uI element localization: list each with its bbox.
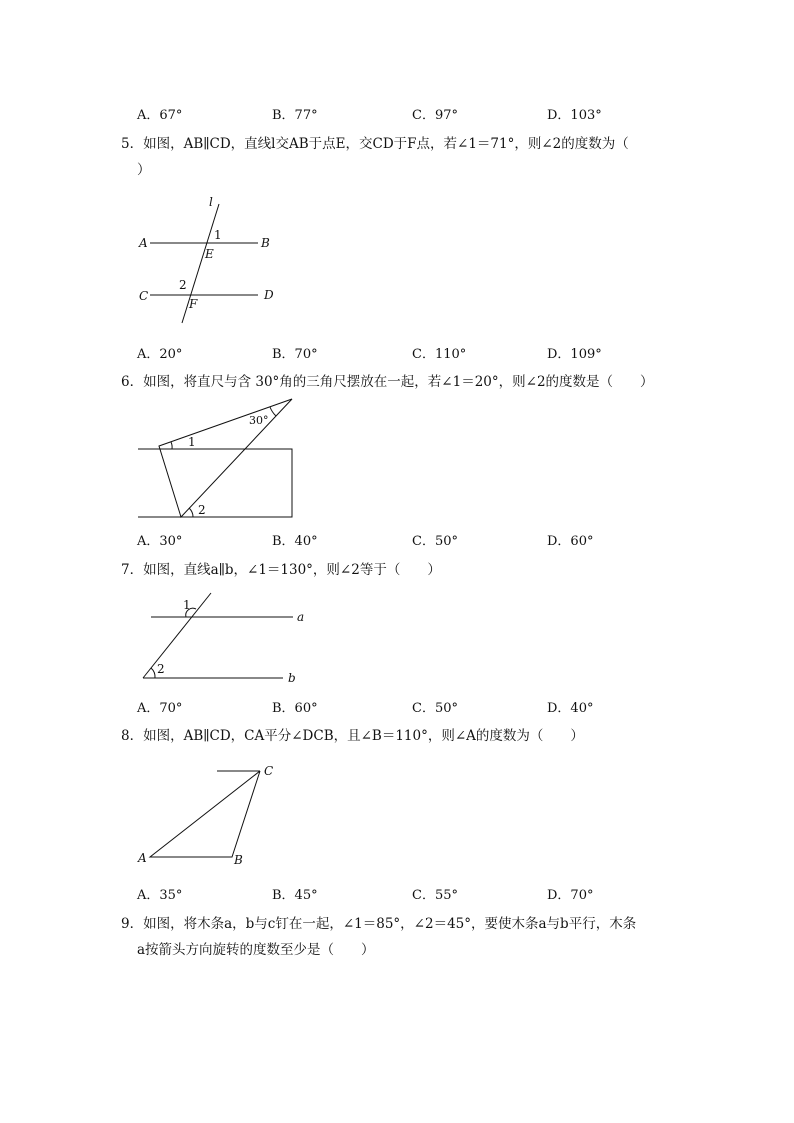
q5-label-e: E xyxy=(205,247,214,261)
q6-label-2: 2 xyxy=(198,503,206,517)
q6-option-a: A．30° xyxy=(137,534,183,549)
q4-option-a: A．67° xyxy=(137,108,183,123)
q7-option-c: C．50° xyxy=(412,701,458,716)
q5-option-a: A．20° xyxy=(137,347,183,362)
q6-option-d: D．60° xyxy=(547,534,594,549)
q8-options xyxy=(0,884,794,904)
q4-option-b: B．77° xyxy=(272,108,318,123)
q9-text-line1: 9．如图，将木条a，b与c钉在一起，∠1＝85°，∠2＝45°，要使木条a与b平行，木条 xyxy=(121,916,637,932)
q7-text: 7．如图，直线a∥b，∠1＝130°，则∠2等于（ ） xyxy=(121,562,441,578)
q5-label-b: B xyxy=(261,236,270,250)
q5-label-d: D xyxy=(264,288,274,302)
q5-option-d: D．109° xyxy=(547,347,602,362)
q9-text-line2: a按箭头方向旋转的度数至少是（ ） xyxy=(137,942,375,958)
q4-option-d: D．103° xyxy=(547,108,602,123)
q7-label-1: 1 xyxy=(183,598,191,612)
q7-option-b: B．60° xyxy=(272,701,318,716)
q5-text-line2: ） xyxy=(137,162,151,178)
q5-label-f: F xyxy=(189,297,198,311)
q8-option-c: C．55° xyxy=(412,888,458,903)
q6-label-30: 30° xyxy=(249,414,269,427)
q4-option-c: C．97° xyxy=(412,108,458,123)
q6-option-c: C．50° xyxy=(412,534,458,549)
q5-label-c: C xyxy=(139,289,149,303)
q5-label-a: A xyxy=(139,236,148,250)
q5-label-l: l xyxy=(209,195,213,209)
q5-option-b: B．70° xyxy=(272,347,318,362)
q8-option-a: A．35° xyxy=(137,888,183,903)
q5-label-1: 1 xyxy=(214,228,222,242)
q8-option-b: B．45° xyxy=(272,888,318,903)
q7-label-a: a xyxy=(297,610,305,624)
q5-option-c: C．110° xyxy=(412,347,467,362)
q6-text: 6．如图，将直尺与含 30°角的三角尺摆放在一起，若∠1＝20°，则∠2的度数是（ ） xyxy=(121,374,654,390)
q5-label-2: 2 xyxy=(179,278,187,292)
q8-label-b: B xyxy=(234,853,243,867)
q8-line-cab xyxy=(150,771,260,857)
q9-question xyxy=(121,911,681,963)
q8-text: 8．如图，AB∥CD，CA平分∠DCB，且∠B＝110°，则∠A的度数为（ ） xyxy=(121,728,584,744)
q6-label-1: 1 xyxy=(188,435,196,449)
q8-option-d: D．70° xyxy=(547,888,594,903)
q7-label-b: b xyxy=(288,671,296,685)
q7-option-a: A．70° xyxy=(137,701,183,716)
q5-text-line1: 5．如图，AB∥CD，直线l交AB于点E，交CD于F点，若∠1＝71°，则∠2的度数为（ xyxy=(121,136,629,152)
q8-label-a: A xyxy=(138,851,147,865)
q6-option-b: B．40° xyxy=(272,534,318,549)
q7-label-2: 2 xyxy=(157,662,165,676)
q7-option-d: D．40° xyxy=(547,701,594,716)
q8-label-c: C xyxy=(264,764,274,778)
